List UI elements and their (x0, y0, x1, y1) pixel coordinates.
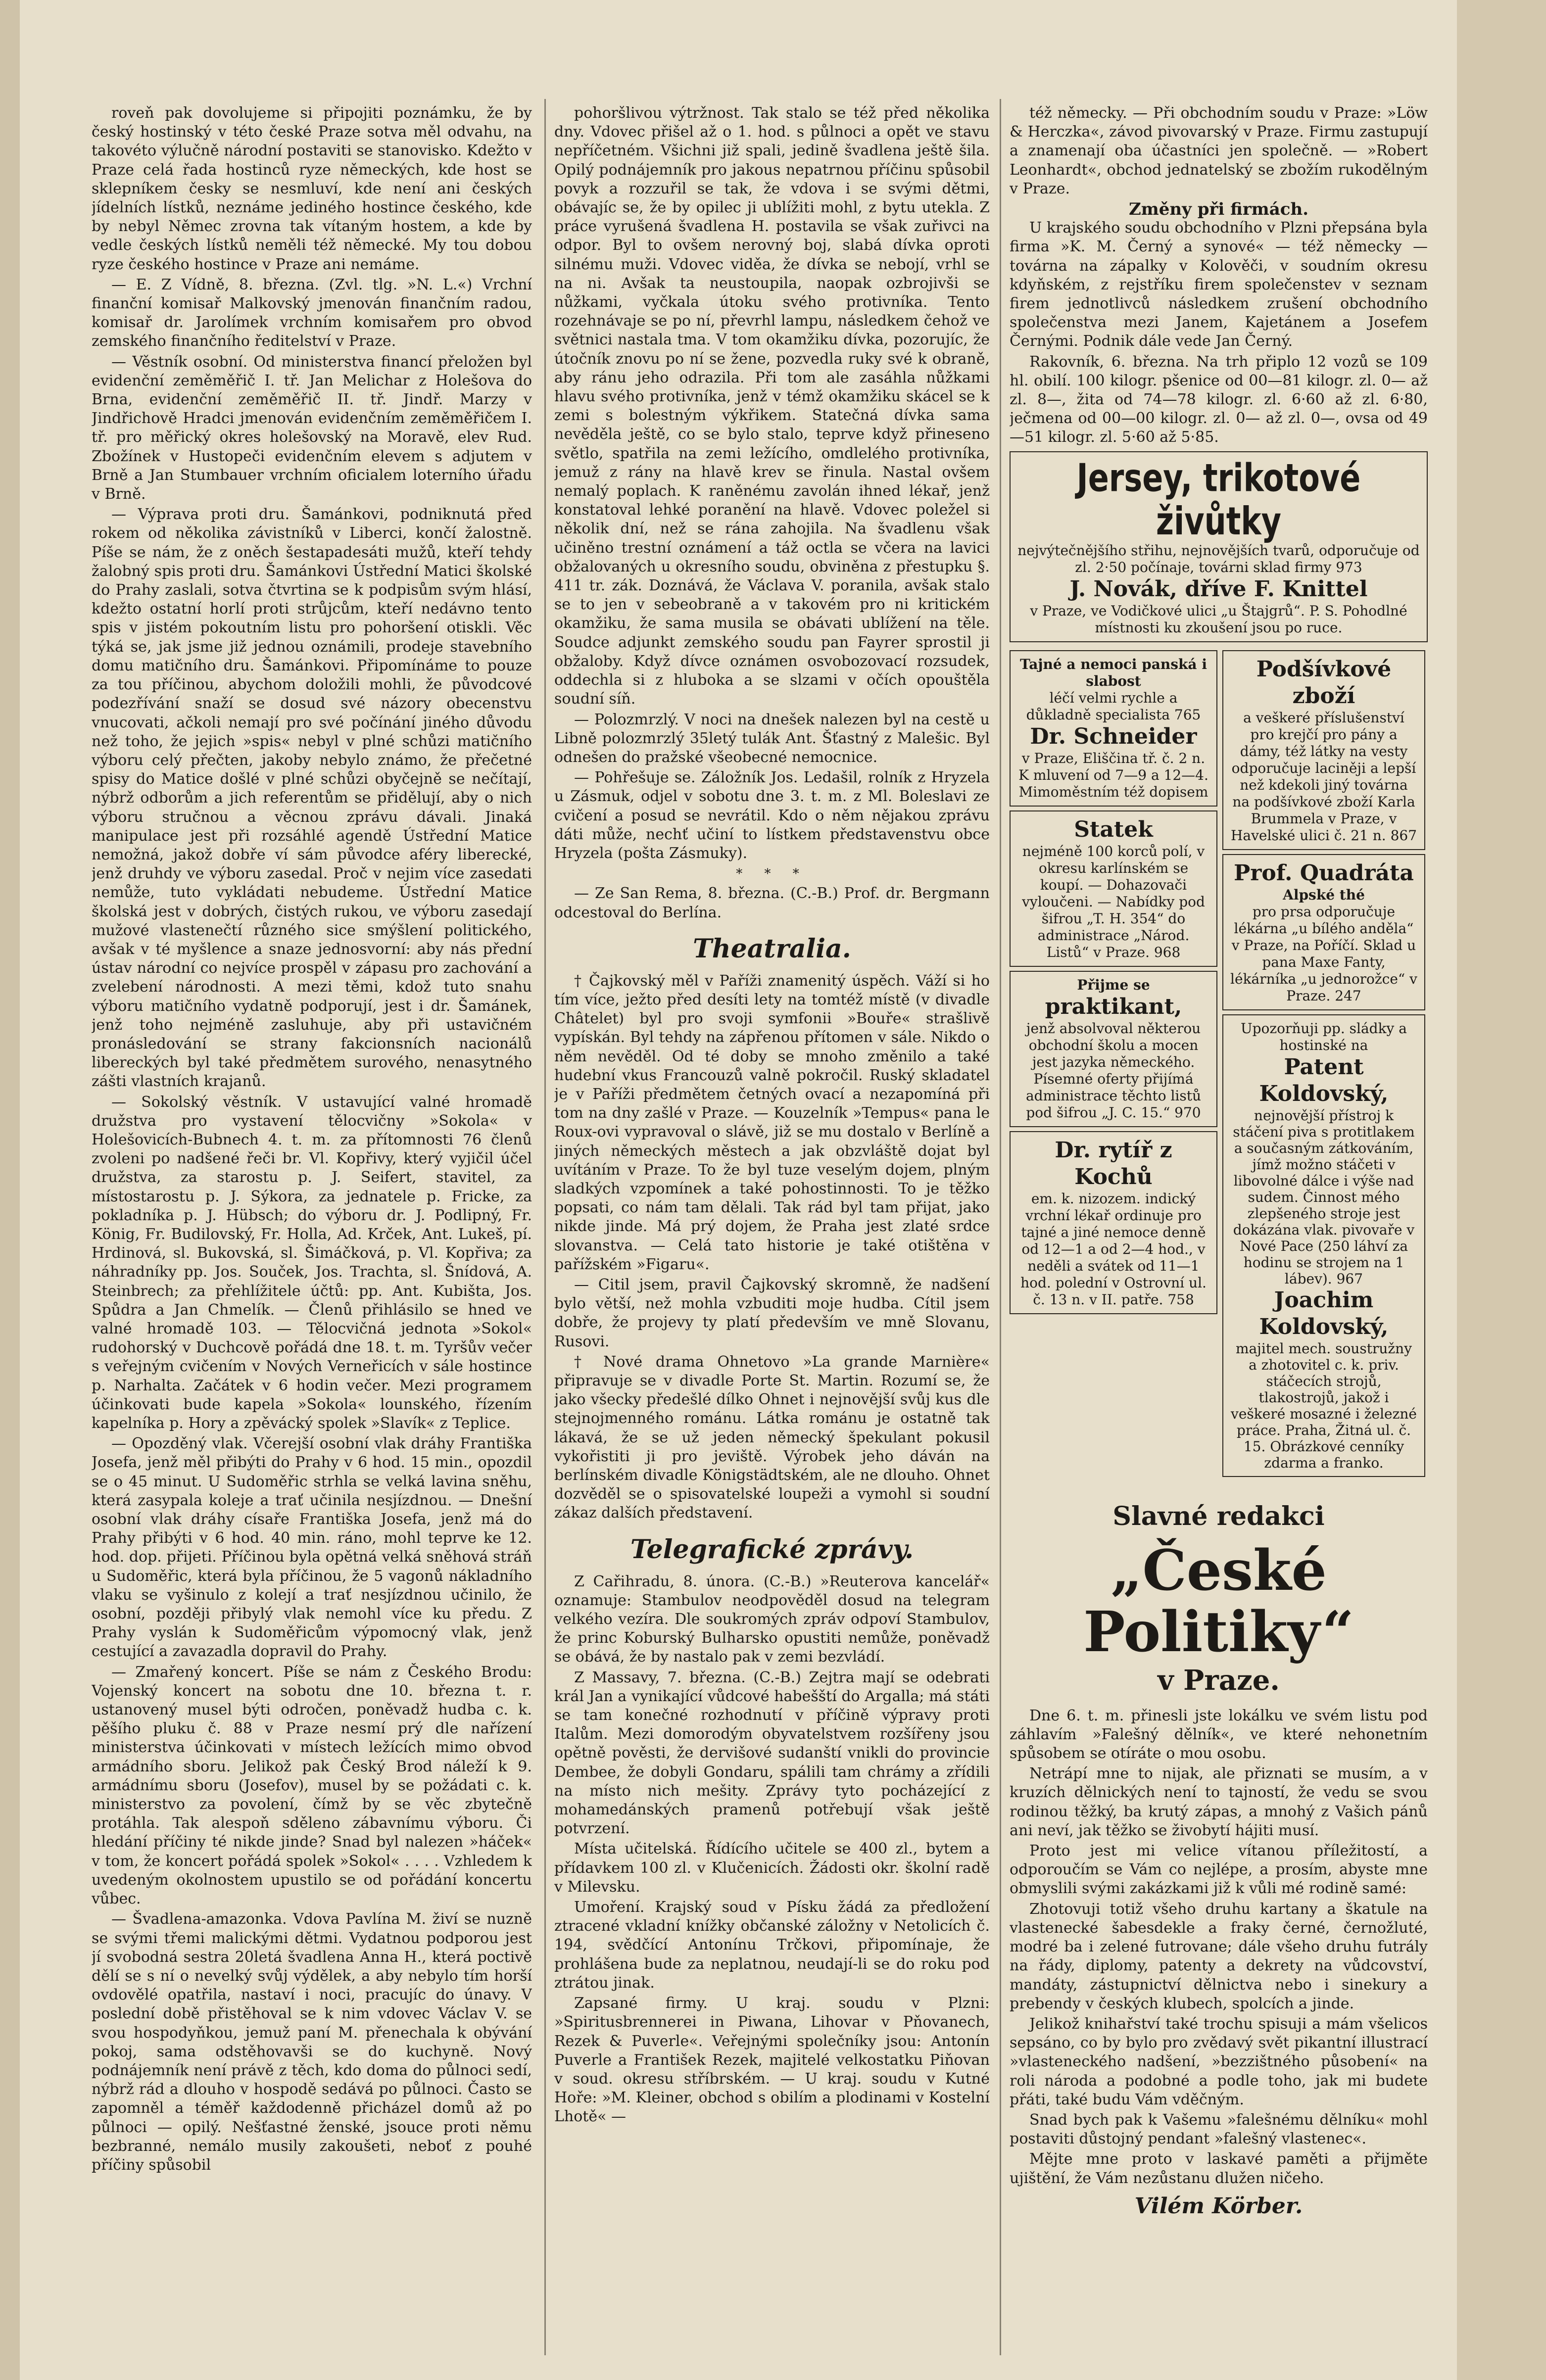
article-cajkovsky: † Čajkovský měl v Paříži znamenitý úspěch. Váží si ho tím více, ježto před desíti lety na tomtéž místě (v divadle Châtelet) byl pro svoji symfonii »Bouře« strašlivě vypískán. Byl tehdy na zápřenou přítomen v sále. Nikdo o něm nevěděl. Od té doby se mnoho změnilo a také hudební vkus Francouzů valně pokročil. Ruský skladatel je v Paříži předmětem četných ovací a nezapomíná při tom na dny zašlé v Praze. — Kouzelník »Tempus« pana le Roux-ovi vypravoval o slávě, již se mu dostalo v Berlíně a jiných německých městech a jak obzvláště dojat byl uvítáním v Praze. To že byl tuze veselým dojem, plným sladkých vzpomínek a také pohostinnosti. To je těžko popsati, co nám tam dělali. Tak rád byl tam přijat, jako nikde jinde. Má prý dojem, že Praha jest zlaté srdce slovanstva. — Celá tato historie je také otištěna v pařížském »Figaru«. (554, 972, 990, 1273)
letter-paragraph: Dne 6. t. m. přinesli jste lokálku ve svém listu pod záhlavím »Falešný dělník«, ve které nehonetním spůsobem se otíráte o mou osobu. (1010, 1707, 1428, 1762)
column-3 (1010, 104, 1428, 2360)
letter-paragraph: Proto jest mi velice vítanou příležitostí, a odporoučím se Vám co nejlépe, a prosím, abyste mne obmyslili svými zakázkami již k vůli mé rodině samé: (1010, 1842, 1428, 1898)
article-umoreni: Umoření. Krajský soud v Písku žádá za předložení ztracené vkladní knížky občanské záložny v Netolicích č. 194, svědčící Antonínu Trčkovi, připomínaje, že prohlášena bude za neplatnou, neudají-li se do roku pod ztrátou jinak. (554, 1899, 990, 1992)
article-polozmrzly: — Polozmrzlý. V noci na dnešek nalezen byl na cestě u Libně polozmrzlý 35letý tulák Ant. Šťastný z Malešic. Byl odnešen do pražské všeobecné nemocnice. (554, 711, 990, 766)
ad-joachim-text: majitel mech. soustružny a zhotovitel c. k. priv. stáčecích strojů, tlakostrojů, jakož i veškeré mosazné i železné práce. Praha, Žitná ul. č. 15. Obrázkové cenníky zdarma a franko. (1231, 1340, 1417, 1471)
letter-title: „České Politiky“ (1083, 1538, 1354, 1665)
ad-statek-title: Statek (1074, 816, 1153, 842)
ad-podsivky (1222, 650, 1425, 850)
article-firmy-cont: též německy. — Při obchodním soudu v Praze: »Löw & Herczka«, závod pivovarský v Praze. Firmu zastupují a znamenají oba účastníci jen společně. — »Robert Leonhardt«, obchod jednatelský se zbožím rukodělným v Praze. (1010, 104, 1428, 197)
ad-kocho-name: Dr. rytíř z Kochů (1055, 1137, 1172, 1190)
letter-paragraph: Snad bych pak k Vašemu »falešnému dělníku« mohl postaviti důstojný pendant »falešný vlastenec«. (1010, 2111, 1428, 2148)
ad-prijme-se: Přijme se (1077, 976, 1150, 993)
letter-subtitle: v Praze. (1158, 1664, 1280, 1697)
letter-paragraph: Jelikož knihařství také trochu spisuji a mám všelicos sepsáno, co by bylo pro zvědavý svět pikantní illustrací »vlasteneckého nadšení, »bezzištného působení« na roli národa a podobné a podle toho, jak mi budete přáti, také budu Vám vděčným. (1010, 2015, 1428, 2108)
letter-paragraph: Zhotovuji totiž všeho druhu kartany a škatule na vlastenecké šabesdekle a fraky černé, černožluté, modré ba i zelené futrovane; dále všeho druhu futrály na řády, diplomy, patenty a dekrety na vůdcovství, mandáty, zástupnictví dělnictva nebo i sinekury a prebendy v českých klubech, spolcích a jinde. (1010, 1900, 1428, 2012)
article-ohnet: † Nové drama Ohnetovo »La grande Marnière« připravuje se v divadle Porte St. Martin. Rozumí se, že jako všecky předešlé dílko Ohnet i nejnovější svůj kus dle stejnojmenného románu. Látka románu je ostatně tak lákavá, že se už jeden německý špekulant pokusil vykořistiti ji pro jeviště. Výrobek jeho dáván na berlínském divadle Königstädtském, ale ne dlouho. Ohnet dozvěděl se o spisovatelské loupeži a vymohl si soudní zákaz dalších představení. (554, 1353, 990, 1522)
ad-jersey (1010, 451, 1428, 642)
ads-row (1010, 646, 1428, 1481)
ads-left-column (1010, 646, 1217, 1481)
letter-signature: Vilém Körber. (1134, 2193, 1303, 2219)
letter-heading: Slavné redakci (1112, 1501, 1325, 1531)
article-zmareny-koncert: — Zmařený koncert. Píše se nám z Českého Brodu: Vojenský koncert na sobotu dne 10. března t. r. ustanovený musel býti odročen, poněvadž hudba c. k. pěšího pluku č. 88 v Praze nesmí prý dle nařízení ministerstva účinkovati v místech ležících mimo obvod armádního sboru. Jelikož pak Český Brod náleží k 9. armádnímu sboru (Josefov), musel by se požádati c. k. ministerstvo za povolení, čímž by se věc zbytečně protáhla. Tak alespoň sděleno zábavnímu výboru. Či hledání příčiny té nikde jinde? Snad byl nalezen »háček« v tom, že koncert pořádá spolek »Sokol« . . . . Vzhledem k uvedeným okolnostem upustilo se od pořádání koncertu vůbec. (92, 1663, 532, 1908)
article-zapsane-firmy: Zapsané firmy. U kraj. soudu v Plzni: »Spiritusbrennerei in Piwana, Lihovar v Pňovanech, Rezek & Puverle«. Veřejnými společníky jsou: Antonín Puverle a František Rezek, majitelé velkostatku Piňovan v soud. okresu stříbrském. — U kraj. soudu v Kutné Hoře: »M. Kleiner, obchod s obilím a plodinami v Kostelní Lhotě« — (554, 1995, 990, 2126)
ad-schneider (1010, 650, 1217, 807)
ad-praktikant-title: praktikant, (1045, 994, 1182, 1019)
letter-paragraph: Netrápí mne to nijak, ale přiznati se musím, a v kruzích dělnických není to tajností, že vedu se svou rodinou těžký, ba krutý zápas, a mnohý z Vašich pánů ani neví, jak těžko se živobytí hájiti musí. (1010, 1765, 1428, 1839)
article-mista-ucitelska: Místa učitelská. Řídícího učitele se 400 zl., bytem a přídavkem 100 zl. v Klučenicích. Žádosti okr. školní radě v Milevsku. (554, 1840, 990, 1896)
ad-podsivky-title: Podšívkové zboží (1256, 656, 1392, 709)
ad-kocho-text: em. k. nizozem. indický vrchní lékař ordinuje pro tajné a jiné nemoce denně od 12—1 a od 2—4 hod., v neděli a svátek od 11—1 hod. polední v Ostrovní ul. č. 13 n. v II. patře. 758 (1020, 1190, 1207, 1308)
article-rakovnik: Rakovník, 6. března. Na trh připlo 12 vozů se 109 hl. obilí. 100 kilogr. pšenice od 00—81 kilogr. zl. 0— až zl. 8—, žita od 74—78 kilogr. zl. 6·60 až zl. 6·80, ječmena od 00—00 kilogr. zl. 0— až zl. 0—, ovsa od 49—51 kilogr. zl. 5·60 až 5·85. (1010, 353, 1428, 446)
article-san-remo: — Ze San Rema, 8. března. (C.-B.) Prof. dr. Bergmann odcestoval do Berlína. (554, 885, 990, 921)
article-paragraph: roveň pak dovolujeme si připojiti poznámku, že by český hostinský v této české Praze sotva měl odvahu, na takovéto výlučně národní postaviti se stanovisko. Kdežto v Praze celá řada hostinců ryze německých, kde host se sklepníkem česky se nesmluví, kde není ani českých jídelních lístků, neznáme jediného hostince českého, kde by nebyl Němec zrovna tak vítaným hostem, a kde by vedle českých lístků neměli též německé. My tou dobou ryze českého hostince v Praze ani nemáme. (92, 104, 532, 273)
ad-statek-text: nejméně 100 korců polí, v okresu karlínském se koupí. — Dohazovači vyloučeni. — Nabídky pod šifrou „T. H. 354“ do administrace „Národ. Listů“ v Praze. 968 (1022, 843, 1205, 960)
section-title-telegraf: Telegrafické zprávy. (630, 1534, 914, 1565)
article-opozdeny-vlak: — Opozděný vlak. Včerejší osobní vlak dráhy Františka Josefa, jenž měl přibýti do Prahy v 6 hod. 15 min., opozdil se o 45 minut. U Sudoměřic strhla se velká lavina sněhu, která zasypala koleje a trať učinila nesjízdnou. — Dnešní osobní vlak dráhy císaře Františka Josefa, jenž má do Prahy přibýti v 6 hod. 40 min. ráno, mohl teprve ke 12. hod. dop. přijeti. Příčinou byla opětná velká sněhová stráň u Sudoměřic, která byla příčinou, že 5 vagonů nákladního vlaku se vyšinulo z kolejí a trať nesjízdnou učinilo, že osobní, později přibylý vlak nemohl více ku předu. Z Prahy vyslán k Sudoměřicům výpomocný vlak, jenž cestující a zavazadla dopravil do Prahy. (92, 1435, 532, 1661)
column-1 (92, 104, 532, 2360)
ad-koldovsky-title: Patent Koldovský, (1259, 1054, 1389, 1106)
ad-jersey-text: nejvýtečnějšího střihu, nejnovějších tvarů, odporučuje od zl. 2·50 počínaje, továrni sklad firmy 973 (1017, 542, 1420, 575)
ad-quadrata-title: Prof. Quadráta (1234, 860, 1414, 886)
ad-schneider-name: Dr. Schneider (1030, 723, 1197, 749)
page-edge-right (1457, 0, 1546, 2380)
ad-jersey-address: v Praze, ve Vodičkové ulici „u Štajgrů“. P. S. Pohodlné místnosti ku zkoušení jsou po ruce. (1030, 602, 1407, 636)
section-title-zmeny: Změny při firmách. (1128, 199, 1309, 220)
page-edge-left (0, 0, 20, 2380)
article-svadlena-cont: pohoršlivou výtržnost. Tak stalo se též před několika dny. Vdovec přišel až o 1. hod. s půlnoci a opět ve stavu nepříčetném. Všichni již spali, jedině švadlena ještě šila. Opilý podnájemník pro jakous nepatrnou příčinu spůsobil povyk a rozzuřil se tak, že vdova i se svými dětmi, obávajíc se, že by opilec ji ublížiti mohl, z bytu utekla. Z práce vyrušená švadlena H. postavila se však zuřivci na odpor. Byl to ovšem nerovný boj, slabá dívka oproti silnému muži. Vdovec viděa, že dívka se nebojí, vrhl se na ni. Avšak ta neustoupila, naopak ozbrojivši se nůžkami, vyčkala útoku svého protivníka. Tento rozehnávaje se po ní, převrhl lampu, následkem čehož ve světnici nastala tma. V tom okamžiku dívka, pozorujíc, že útočník znovu po ní se žene, pozvedla ruky své k obraně, aby ránu jeho odrazila. Při tom ale zasáhla nůžkami hlavu svého protivníka, jenž v témž okamžiku skácel se k zemi s bolestným výkřikem. Statečná dívka sama nevěděla ještě, co se bylo stalo, teprve když přineseno světlo, spatřila na zemi ležícího, omdlelého protivníka, jemuž z rány na hlavě krev se řinula. Nastal ovšem nemalý poplach. K raněnému zavolán ihned lékař, jenž konstatoval lehké poranění na hlavě. Vdovec poležel si několik dní, než se rána zahojila. Na švadlenu však učiněno trestní oznámení a táž octla se včera na lavici obžalovaných u okresního soudu, obviněna z přestupku §. 411 tr. zák. Doznává, že Václava V. poranila, avšak stalo se to jen v sebeobraně a v takovém pro ni kritickém okamžiku, že sama musila se obávati ublížení na těle. Soudce adjunkt zemského soudu pan Fayrer sprostil ji obžaloby. Když dívce oznámen osvobozovací rozsudek, oddechla si z hluboka a se slzami v očích opouštěla soudní síň. (554, 104, 990, 708)
ad-podsivky-text: a veškeré příslušenství pro krejčí pro pány a dámy, též látky na vesty odporučuje laciněji a lepší než kdekoli jiný továrna na podšívkové zboží Karla Brummela v Praze, v Havelské ulici č. 21 n. 867 (1230, 709, 1417, 844)
ad-schneider-title: Tajné a nemoci panská i slabost (1020, 656, 1207, 689)
letter-paragraph: Mějte mne proto v laskavé paměti a přijměte ujištění, že Vám nezůstanu dlužen ničeho. (1010, 2150, 1428, 2187)
article-sokolsky-vestnik: — Sokolský věstník. V ustavující valné hromadě družstva pro vystavení tělocvičny »Sokola« v Holešovicích-Bubnech 4. t. m. za přítomnosti 76 členů zvoleni po nadšené řeči br. Vl. Kopřivy, který vyjičil účel družstva, za starostu p. J. Seifert, stavitel, za místostarostu p. J. Sýkora, za jednatele p. Fricke, za pokladníka p. J. Hübsch; do výboru dr. J. Podlipný, Fr. König, Fr. Budilovský, Fr. Holla, Ad. Krček, Ant. Lukeš, pí. Hrdinová, sl. Bukovská, sl. Šimáčková, p. Vl. Kopřiva; za náhradníky pp. Jos. Souček, Jos. Trachta, sl. Šnídová, A. Steinbrech; za přehlížitele účtů: pp. Ant. Kubišta, Jos. Spůdra a Jan Chmelík. — Členů přihlásilo se hned ve valné hromadě 103. — Tělocvičná jednota »Sokol« rudohorský v Duchcově pořádá dne 18. t. m. Tyršův večer s veřejným cvičením v Nových Verneřicích v sále hostince p. Narhalta. Začátek v 6 hodin večer. Mezi programem účinkovati bude kapela »Sokola« lounského, řízením kapelníka p. Hory a zpěvácký spolek »Slavík« z Teplice. (92, 1093, 532, 1432)
ad-quadrata-subtitle: Alpské thé (1283, 886, 1365, 903)
ads-right-column (1222, 646, 1425, 1481)
section-title-theatralia: Theatralia. (693, 933, 851, 964)
article-zmeny: U krajského soudu obchodního v Plzni přepsána byla firma »K. M. Černý a synové« — též německy — továrna na zápalky v Kolověči, v soudním okresu kdyňském, z rejstříku firem společenstev v seznam firem jednotlivců následkem zrušení obchodního společenstva mezi Janem, Kajetánem a Josefem Černými. Podnik dále vede Jan Černý. (1010, 219, 1428, 350)
ad-joachim-name: Joachim Koldovský, (1259, 1287, 1389, 1339)
ad-koldovsky-text: nejnovější přístroj k stáčení piva s protitlakem a současným zátkováním, jímž možno stáčeti v libovolné dálce i výše nad sudem. Činnost mého zlepšeného stroje jest dokázána vlak. pivovaře v Nové Pace (250 láhví za hodinu se strojem na 1 lábev). 967 (1233, 1107, 1415, 1287)
article-vienna: — E. Z Vídně, 8. března. (Zvl. tlg. »N. L.«) Vrchní finanční komisař Malkovský jmenován finančním radou, komisař dr. Jarolímek vrchním komisařem pro obvod zemského finančního ředitelství v Praze. (92, 276, 532, 350)
article-pohresuje-se: — Pohřešuje se. Záložník Jos. Ledašil, rolník z Hryzela u Zásmuk, odjel v sobotu dne 3. t. m. z Ml. Boleslavi ze cvičení a posud se nevrátil. Kdo o něm nějakou zprávu dáti může, nechť učiní to lístkem představenstvu obce Hryzela (pošta Zásmuky). (554, 769, 990, 862)
ad-quadrata-text: pro prsa odporučuje lékárna „u bílého anděla“ v Praze, na Poříčí. Sklad u pana Maxe Fanty, lékárníka „u jednorožce“ v Praze. 247 (1230, 903, 1417, 1004)
ad-statek (1010, 810, 1217, 967)
ad-schneider-text: léčí velmi rychle a důkladně specialista 765 (1026, 689, 1201, 723)
ad-quadrata (1222, 854, 1425, 1010)
article-carihrad: Z Cařihradu, 8. února. (C.-B.) »Reuterova kancelář« oznamuje: Stambulov neodpověděl dosud na telegram velkého vezíra. Dle soukromých zpráv odpoví Stambulov, že princ Koburský Bulharsko opustiti nemůže, poněvadž se obává, že by nastalo pak v zemi bezvládí. (554, 1572, 990, 1666)
ad-schneider-address: v Praze, Eliščina tř. č. 2 n. K mluvení od 7—9 a 12—4. Mimoměstním též dopisem (1018, 750, 1208, 800)
article-massava: Z Massavy, 7. března. (C.-B.) Zejtra mají se odebrati král Jan a vynikající vůdcové habešští do Argalla; má státi se tam konečné rozhodnutí v příčině výpravy proti Italům. Mezi domorodým obyvatelstvem rozšířeny jsou opětně pověsti, že dervišové sudanští vnikli do provincie Dembee, že dobyli Gondaru, spálili tam chrámy a zřídili na místo nich mešity. Zprávy tyto pocházející z mohamedánských pramenů potřebují však ještě potvrzení. (554, 1668, 990, 1838)
separator-stars: * * * (736, 866, 808, 882)
column-2 (554, 104, 990, 2360)
article-cajkovsky-quote: — Citil jsem, pravil Čajkovský skromně, že nadšení bylo větší, než mohla vzbuditi moje hudba. Cítil jsem dobře, že projevy ty platí především ve mně Slovanu, Rusovi. (554, 1276, 990, 1350)
ad-kocho (1010, 1131, 1217, 1314)
article-vyprava-samanek: — Výprava proti dru. Šamánkovi, podniknutá před rokem od několika závistníků v Liberci, končí žalostně. Píše se nám, že z oněch šestapadesáti mužů, kteří tehdy žalobný spis proti dru. Šamánkovi Ústřední Matici školské do Prahy zaslali, sotva čtvrtina se k podpisům svým hlásí, kdežto ostatní horlí proti strůjcům, kteří nedávno tento spis v jistém pokoutním listu pro pohoršení otiskli. Věc týká se, jak jsme již jednou oznámili, prodeje stavebního domu matičního dru. Šamánkovi. Připomínáme to pouze za tou příčinou, abychom doložili mohli, že původcové podezřívání snaží se dosud své názory obecenstvu vnucovati, ačkoli nemají pro své počínání jiného důvodu než toho, že jejich »spis« nebyl v plné schůzi matičního výboru celý přečten, jakoby nebylo známo, že přečetné spisy do Matice došlé v plné schůzi obyčejně se nečítají, nýbrž odborům a jich referentům se přidělují, aby o nich výboru stručnou a věcnou zprávu dávali. Jinaká manipulace jest při rozsáhlé agendě Ústřední Matice nemožná, jakož dobře ví sám původce aféry liberecké, jenž druhdy ve výboru zasedal. Proč v nejim více zasedati nemůže, tuto vykládati nebudeme. Ústřední Matice školská jest v dobrých, čistých rukou, ve výboru zasedají mužové vlastenečtí různého sice smýšlení politického, avšak v té myšlence a snaze jednosvorní: aby nás přední ústav národní co nejvíce prospěl v zápasu pro zachování a zvelebení národnosti. A mezi těmi, kdož tuto snahu výboru matičního vydatně podporují, jest i dr. Šamánek, jenž toho nejméně zasluhuje, aby při ustavičném pronásledování se strany fakcionsních nacionálů libereckých byl také předmětem surového, nenasytného zášti vlastních krajanů. (92, 506, 532, 1091)
ad-koldovsky-lead: Upozorňuji pp. sládky a hostinské na (1241, 1020, 1407, 1053)
article-vestnik-osobni: — Věstník osobní. Od ministerstva financí přeložen byl evidenční zeměměřič I. tř. Jan Melichar z Holešova do Brna, evidenční zeměměřič II. tř. Jindř. Marzy v Jindřichově Hradci jmenován evidenčním zeměměřičem I. tř. pro měřický okres holešovský na Moravě, elev Rud. Zbožínek v Hustopeči evidenčním elevem s adjutem v Brně a Jan Stumbauer vrchním oficialem loterního úřadu v Brně. (92, 353, 532, 503)
ad-praktikant-text: jenž absolvoval některou obchodní školu a mocen jest jazyka německého. Písemné oferty přijímá administrace těchto listů pod šifrou „J. C. 15.“ 970 (1025, 1020, 1202, 1121)
ad-praktikant (1010, 971, 1217, 1127)
article-svadlena: — Švadlena-amazonka. Vdova Pavlína M. živí se nuzně se svými třemi malickými dětmi. Vydatnou podporou jest jí svobodná sestra 20letá švadlena Anna H., která poctivě dělí se s ní o nevelký svůj výdělek, a aby nebylo tím horší ovdovělé opatřila, nastaví i noci, pracujíc do únavy. V poslední době přistěhoval se k nim vdovec Václav V. se svou hospodyňkou, jemuž paní M. přenechala k obývání pokoj, sama odstěhovavši se do kuchyně. Nový podnájemník není právě z těch, kdo doma do půlnoci sedí, nýbrž rád a dlouho v hospodě sedává po půlnoci. Často se zapomněl a téměř každodenně přicházel domů až po půlnoci — opilý. Nešťastné ženské, jsouce proti němu bezbranné, nemálo musily zakoušeti, neboť z pouhé příčiny spůsobil (92, 1910, 532, 2174)
column-rule (1000, 99, 1001, 2355)
ad-koldovsky (1222, 1014, 1425, 1477)
ad-jersey-title: Jersey, trikotové živůtky (1076, 455, 1361, 544)
column-rule (544, 99, 546, 2355)
ad-jersey-name: J. Novák, dříve F. Knittel (1069, 576, 1368, 602)
